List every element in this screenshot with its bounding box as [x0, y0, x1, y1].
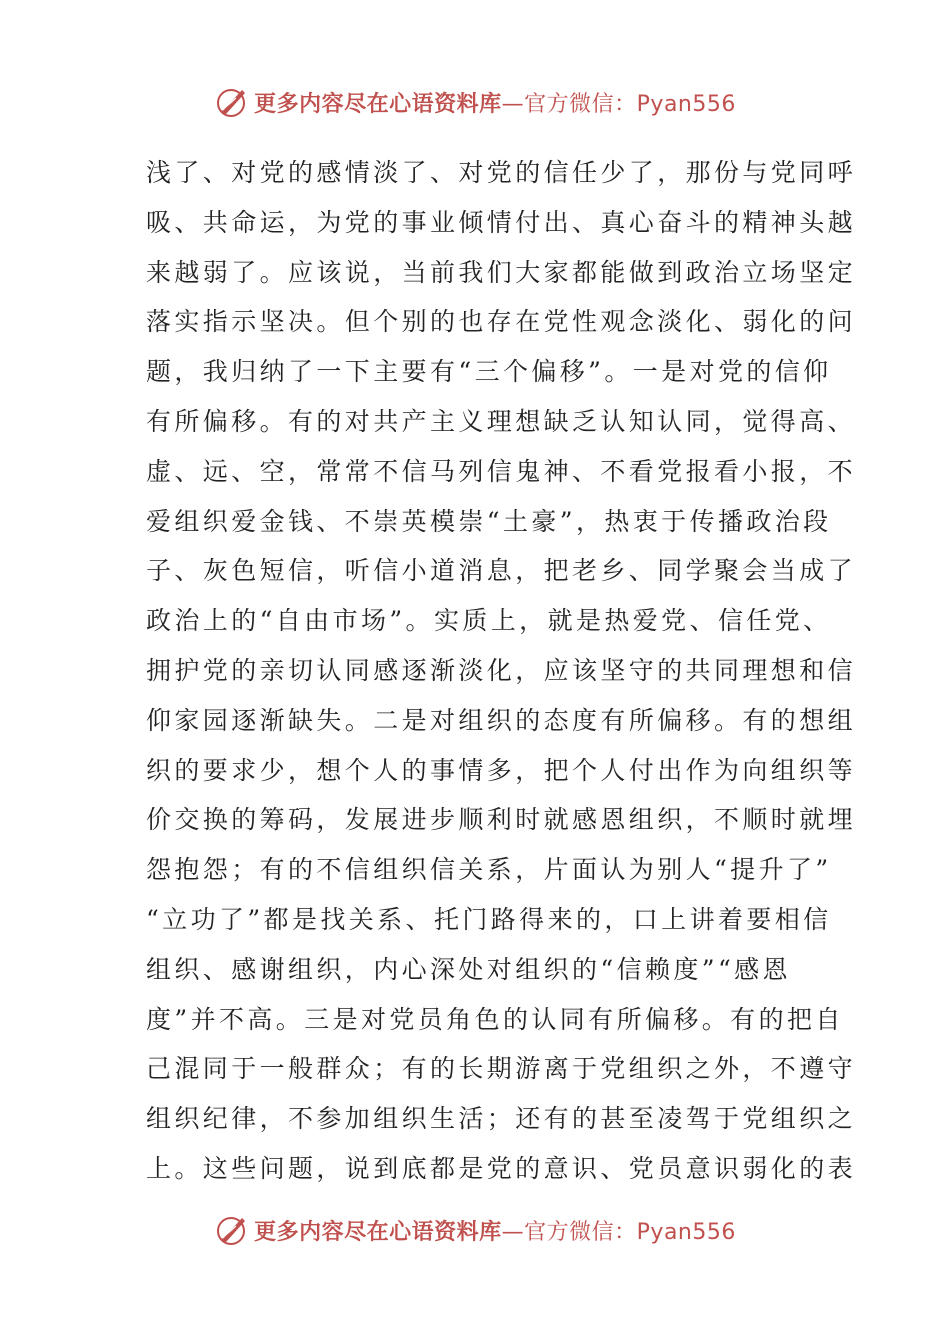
text-line: 落实指示坚决。但个别的也存在党性观念淡化、弱化的问	[146, 307, 857, 337]
document-body	[146, 148, 857, 1194]
header-banner	[0, 82, 950, 122]
text-line: 己混同于一般群众；有的长期游离于党组织之外，不遵守	[146, 1054, 857, 1084]
text-line: 怨抱怨；有的不信组织信关系，片面认为别人“提升了”	[146, 855, 832, 885]
text-line: 价交换的筹码，发展进步顺利时就感恩组织，不顺时就埋	[146, 805, 857, 835]
text-line: 浅了、对党的感情淡了、对党的信任少了，那份与党同呼	[146, 158, 857, 187]
text-line: 织的要求少，想个人的事情多，把个人付出作为向组织等	[146, 755, 857, 785]
text-line: 组织、感谢组织，内心深处对组织的“信赖度”“感恩	[146, 954, 791, 984]
footer-wechat-id: Pyan556	[636, 1219, 736, 1245]
quill-logo-icon	[214, 1212, 250, 1248]
footer-banner	[0, 1210, 950, 1250]
header-separator: —	[501, 91, 525, 117]
text-line: 上。这些问题，说到底都是党的意识、党员意识弱化的表	[146, 1153, 857, 1183]
text-line: 来越弱了。应该说，当前我们大家都能做到政治立场坚定	[146, 257, 857, 287]
text-line: 政治上的“自由市场”。实质上，就是热爱党、信任党、	[146, 606, 832, 636]
text-line: 吸、共命运，为党的事业倾情付出、真心奋斗的精神头越	[146, 207, 857, 237]
text-line: 爱组织爱金钱、不崇英模崇“土豪”，热衷于传播政治段	[146, 506, 832, 536]
text-line: 度”并不高。三是对党员角色的认同有所偏移。有的把自	[146, 1004, 844, 1034]
text-line: 题，我归纳了一下主要有“三个偏移”。一是对党的信仰	[146, 357, 832, 387]
text-line: 有所偏移。有的对共产主义理想缺乏认知认同，觉得高、	[146, 406, 857, 436]
quill-logo-icon	[214, 84, 250, 120]
text-line: 组织纪律，不参加组织生活；还有的甚至凌驾于党组织之	[146, 1104, 857, 1134]
footer-watermark-text	[254, 1215, 736, 1246]
header-wechat-id: Pyan556	[636, 91, 736, 117]
header-watermark-text	[254, 87, 736, 118]
text-line: 仰家园逐渐缺失。二是对组织的态度有所偏移。有的想组	[146, 705, 857, 735]
footer-separator: —	[501, 1219, 525, 1245]
text-line: “立功了”都是找关系、托门路得来的，口上讲着要相信	[146, 904, 832, 934]
header-brand: 更多内容尽在心语资料库	[254, 90, 502, 117]
text-line: 子、灰色短信，听信小道消息，把老乡、同学聚会当成了	[146, 556, 857, 586]
header-wechat-label: 官方微信：	[524, 91, 637, 117]
text-line: 拥护党的亲切认同感逐渐淡化，应该坚守的共同理想和信	[146, 655, 857, 685]
footer-brand: 更多内容尽在心语资料库	[254, 1218, 502, 1245]
text-line: 虚、远、空，常常不信马列信鬼神、不看党报看小报，不	[146, 456, 857, 486]
footer-wechat-label: 官方微信：	[524, 1219, 637, 1245]
